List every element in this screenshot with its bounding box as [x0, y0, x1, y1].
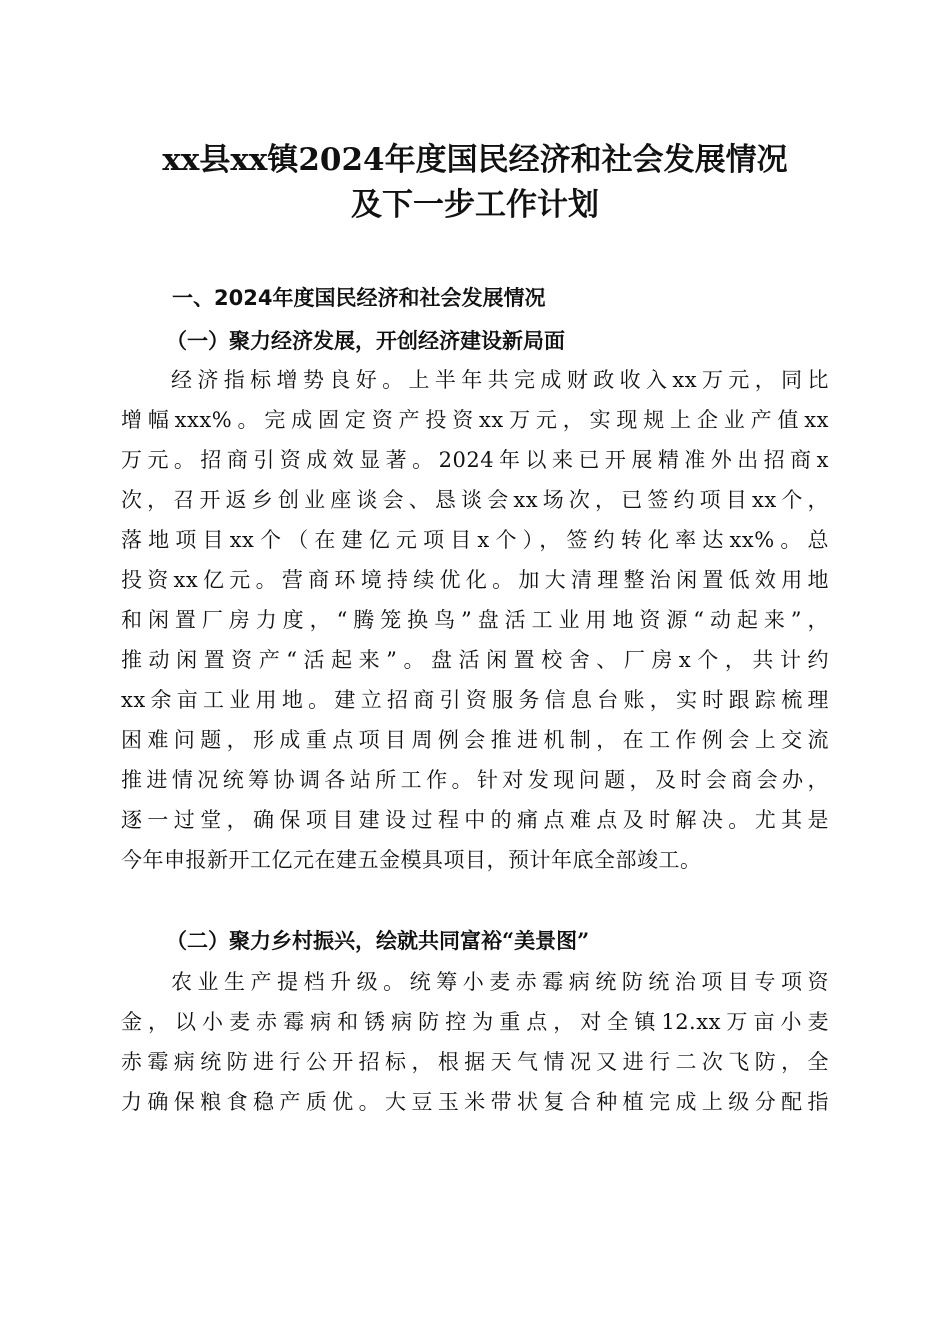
paragraph-line: 和闲置厂房力度，“腾笼换鸟”盘活工业用地资源“动起来”，	[121, 608, 829, 632]
paragraph-line: 推进情况统筹协调各站所工作。针对发现问题，及时会商会办，	[121, 768, 829, 792]
paragraph-line: 赤霉病统防进行公开招标，根据天气情况又进行二次飞防，全	[121, 1050, 829, 1074]
paragraph-line: 金，以小麦赤霉病和锈病防控为重点，对全镇12.xx万亩小麦	[121, 1010, 829, 1034]
paragraph-line: 困难问题，形成重点项目周例会推进机制，在工作例会上交流	[121, 728, 829, 752]
paragraph-line: 农业生产提档升级。统筹小麦赤霉病统防统治项目专项资	[171, 970, 829, 994]
paragraph-line: 落地项目xx个（在建亿元项目x个），签约转化率达xx%。总	[121, 528, 829, 552]
paragraph-line: 投资xx亿元。营商环境持续优化。加大清理整治闲置低效用地	[121, 568, 829, 592]
subsection-heading-1: （一）聚力经济发展，开创经济建设新局面	[166, 328, 565, 353]
paragraph-line: 今年申报新开工亿元在建五金模具项目，预计年底全部竣工。	[121, 848, 702, 872]
paragraph-line: 次，召开返乡创业座谈会、恳谈会xx场次，已签约项目xx个，	[121, 488, 829, 512]
paragraph-line: 万元。招商引资成效显著。2024年以来已开展精准外出招商x	[121, 448, 829, 472]
paragraph-line: 增幅xxx%。完成固定资产投资xx万元，实现规上企业产值xx	[121, 408, 829, 432]
paragraph-agriculture	[121, 962, 829, 1122]
document-title-line2: 及下一步工作计划	[351, 187, 599, 223]
paragraph-economy	[121, 360, 829, 880]
subsection-heading-2: （二）聚力乡村振兴，绘就共同富裕“美景图”	[166, 928, 590, 953]
paragraph-line: 逐一过堂，确保项目建设过程中的痛点难点及时解决。尤其是	[121, 808, 829, 832]
section-heading-1: 一、2024年度国民经济和社会发展情况	[172, 286, 546, 310]
paragraph-line: xx余亩工业用地。建立招商引资服务信息台账，实时跟踪梳理	[121, 688, 829, 712]
paragraph-line: 力确保粮食稳产质优。大豆玉米带状复合种植完成上级分配指	[121, 1090, 829, 1114]
document-title-line1: xx县xx镇2024年度国民经济和社会发展情况	[162, 142, 788, 178]
paragraph-line: 经济指标增势良好。上半年共完成财政收入xx万元，同比	[171, 368, 829, 392]
paragraph-line: 推动闲置资产“活起来”。盘活闲置校舍、厂房x个，共计约	[121, 648, 829, 672]
